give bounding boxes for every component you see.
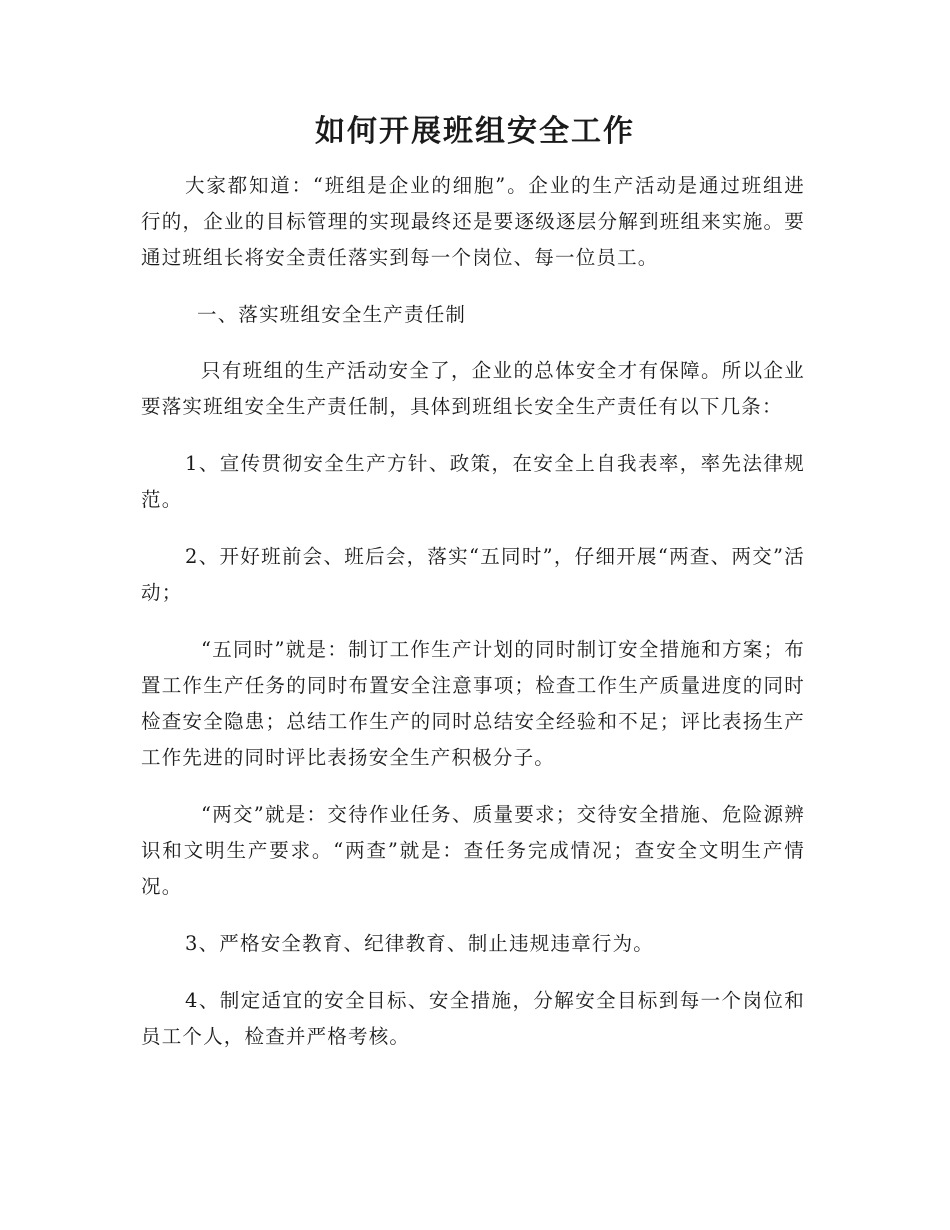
list-item-3: 3、严格安全教育、纪律教育、制止违规违章行为。 <box>185 932 655 955</box>
section-intro-paragraph: 只有班组的生产活动安全了，企业的总体安全才有保障。所以企业要落实班组安全生产责任制，具体到班组长安全生产责任有以下几条： <box>141 359 805 418</box>
document-title: 如何开展班组安全工作 <box>315 114 635 149</box>
section-heading-1: 一、落实班组安全生产责任制 <box>197 303 467 326</box>
two-handover-paragraph: “两交”就是：交待作业任务、质量要求；交待安全措施、危险源辨识和文明生产要求。“两查”就是：查任务完成情况；查安全文明生产情况。 <box>141 803 805 898</box>
list-item-4: 4、制定适宜的安全目标、安全措施，分解安全目标到每一个岗位和员工个人，检查并严格考核。 <box>141 989 805 1048</box>
intro-paragraph: 大家都知道：“班组是企业的细胞”。企业的生产活动是通过班组进行的，企业的目标管理的实现最终还是要逐级逐层分解到班组来实施。要通过班组长将安全责任落实到每一个岗位、每一位员工。 <box>141 174 805 269</box>
document-body <box>141 168 805 1076</box>
list-item-1: 1、宣传贯彻安全生产方针、政策，在安全上自我表率，率先法律规范。 <box>141 452 805 511</box>
list-item-2: 2、开好班前会、班后会，落实“五同时”，仔细开展“两查、两交”活动； <box>141 545 805 604</box>
five-simultaneous-paragraph: “五同时”就是：制订工作生产计划的同时制订安全措施和方案；布置工作生产任务的同时布置安全注意事项；检查工作生产质量进度的同时检查安全隐患；总结工作生产的同时总结安全经验和不足；评比表扬生产工作先进的同时评比表扬安全生产积极分子。 <box>141 638 805 769</box>
